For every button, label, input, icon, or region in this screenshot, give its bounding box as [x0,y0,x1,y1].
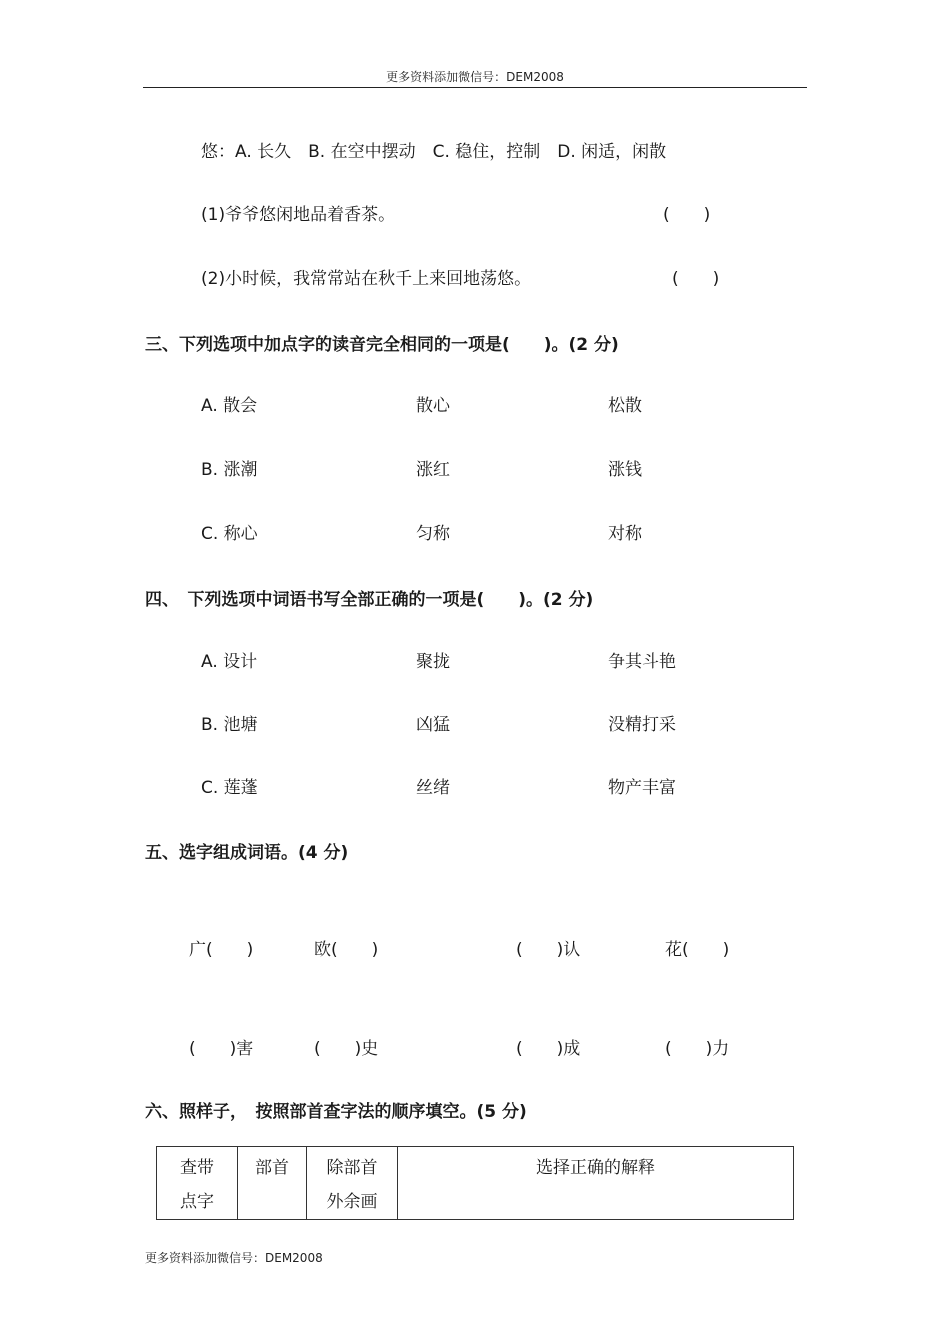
q4-option-c-word1: C. 莲蓬 [201,778,258,798]
question-4-title: 四、 下列选项中词语书写全部正确的一项是( )。(2 分) [145,590,594,610]
header-meaning: 选择正确的解释 [398,1147,794,1220]
q3-option-a-word3: 松散 [608,396,642,416]
question-6-title: 六、照样子， 按照部首查字法的顺序填空。(5 分) [145,1102,527,1122]
question-3-title: 三、下列选项中加点字的读音完全相同的一项是( )。(2 分) [145,335,619,355]
q4-option-b-word2: 凶猛 [416,715,450,735]
page-header: 更多资料添加微信号：DEM2008 [386,70,564,84]
table-header-row [157,1147,794,1220]
header-remaining-strokes: 除部首 外余画 [307,1147,398,1220]
word-blank-2: 欧( ) [314,940,379,960]
word-blank-4: 花( ) [665,940,730,960]
answer-blank-1: ( ) [663,205,711,225]
q3-option-c-word1: C. 称心 [201,524,258,544]
sentence-2: (2)小时候，我常常站在秋千上来回地荡悠。 [201,269,532,289]
word-blank-8: ( )力 [665,1039,730,1059]
sentence-1: (1)爷爷悠闲地品着香茶。 [201,205,396,225]
q3-option-b-word2: 涨红 [416,460,450,480]
q4-option-c-word3: 物产丰富 [608,778,676,798]
page-footer: 更多资料添加微信号：DEM2008 [145,1251,323,1265]
q4-option-c-word2: 丝绪 [416,778,450,798]
q3-option-a-word2: 散心 [416,396,450,416]
answer-blank-2: ( ) [672,269,720,289]
word-blank-5: ( )害 [189,1039,254,1059]
question-5-title: 五、选字组成词语。(4 分) [145,843,349,863]
q4-option-a-word2: 聚拢 [416,652,450,672]
q3-option-b-word1: B. 涨潮 [201,460,258,480]
q4-option-a-word1: A. 设计 [201,652,258,672]
header-radical: 部首 [238,1147,307,1220]
q3-option-c-word3: 对称 [608,524,642,544]
header-divider [143,87,807,88]
word-blank-1: 广( ) [189,940,254,960]
meaning-options-line: 悠：A. 长久 B. 在空中摆动 C. 稳住，控制 D. 闲适，闲散 [201,142,667,162]
q3-option-c-word2: 匀称 [416,524,450,544]
q3-option-b-word3: 涨钱 [608,460,642,480]
word-blank-6: ( )史 [314,1039,379,1059]
q4-option-a-word3: 争其斗艳 [608,652,676,672]
radical-lookup-table [156,1146,794,1220]
header-lookup-char: 查带 点字 [157,1147,238,1220]
q3-option-a-word1: A. 散会 [201,396,258,416]
q4-option-b-word3: 没精打采 [608,715,676,735]
q4-option-b-word1: B. 池塘 [201,715,258,735]
word-blank-7: ( )成 [516,1039,581,1059]
word-blank-3: ( )认 [516,940,581,960]
